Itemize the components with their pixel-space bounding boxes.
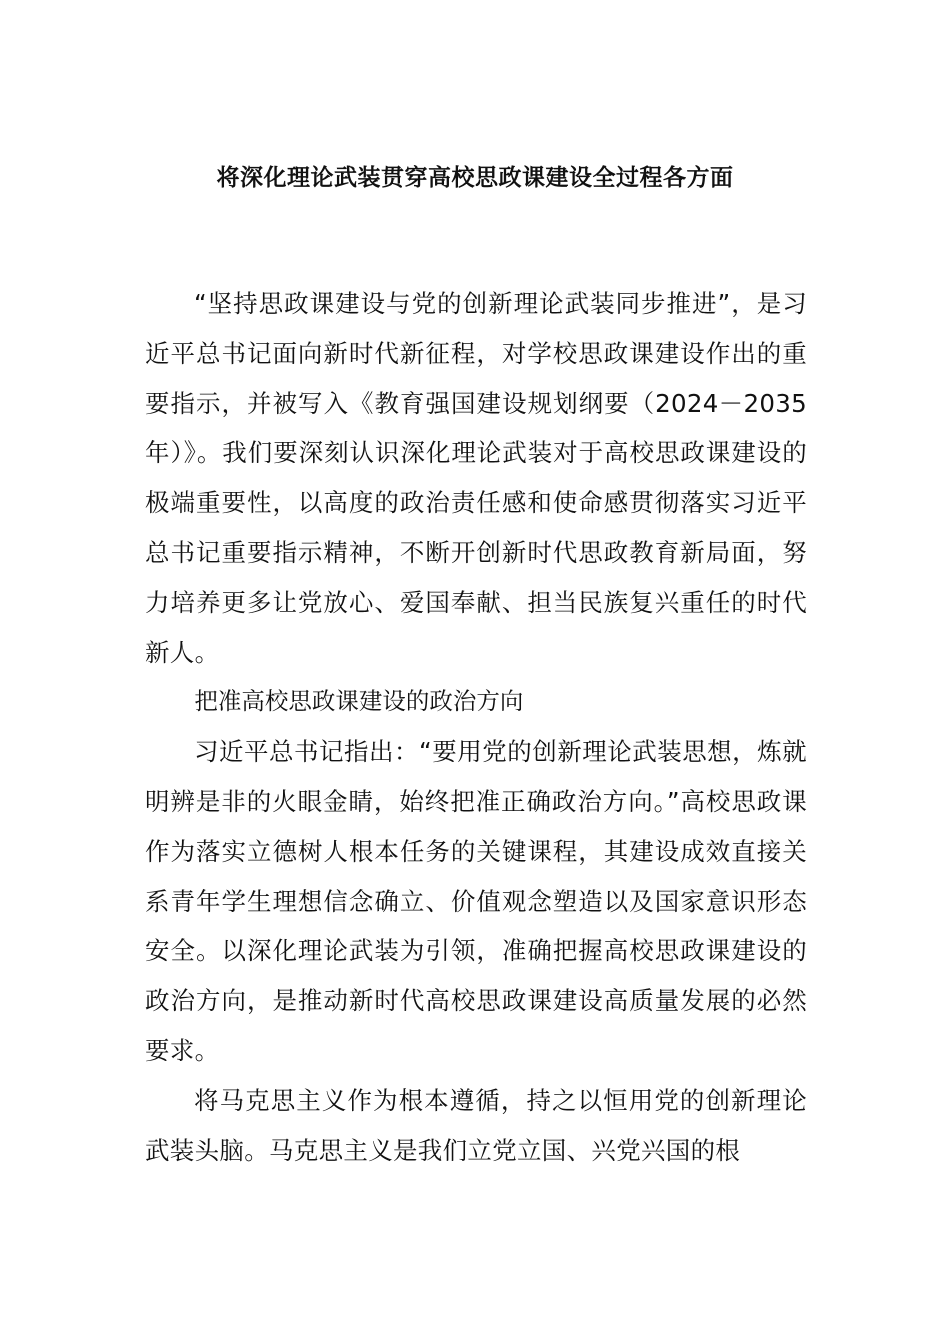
document-title: 将深化理论武装贯穿高校思政课建设全过程各方面 [216,165,734,191]
section-paragraph-continued: 将马克思主义作为根本遵循，持之以恒用党的创新理论武装头脑。马克思主义是我们立党立国、兴党兴国的根 [145,1085,807,1165]
section-paragraph: 习近平总书记指出：“要用党的创新理论武装思想，炼就明辨是非的火眼金睛，始终把准正确政治方向。”高校思政课作为落实立德树人根本任务的关键课程，其建设成效直接关系青年学生理想信念确立、价值观念塑造以及国家意识形态安全。以深化理论武装为引领，准确把握高校思政课建设的政治方向，是推动新时代高校思政课建设高质量发展的必然要求。 [145,737,807,1065]
intro-paragraph: “坚持思政课建设与党的创新理论武装同步推进”，是习近平总书记面向新时代新征程，对学校思政课建设作出的重要指示，并被写入《教育强国建设规划纲要（2024－2035年）》。我们要深刻认识深化理论武装对于高校思政课建设的极端重要性，以高度的政治责任感和使命感贯彻落实习近平总书记重要指示精神，不断开创新时代思政教育新局面，努力培养更多让党放心、爱国奉献、担当民族复兴重任的时代新人。 [145,289,807,667]
section-heading: 把准高校思政课建设的政治方向 [194,687,524,716]
document-body [145,279,807,1175]
